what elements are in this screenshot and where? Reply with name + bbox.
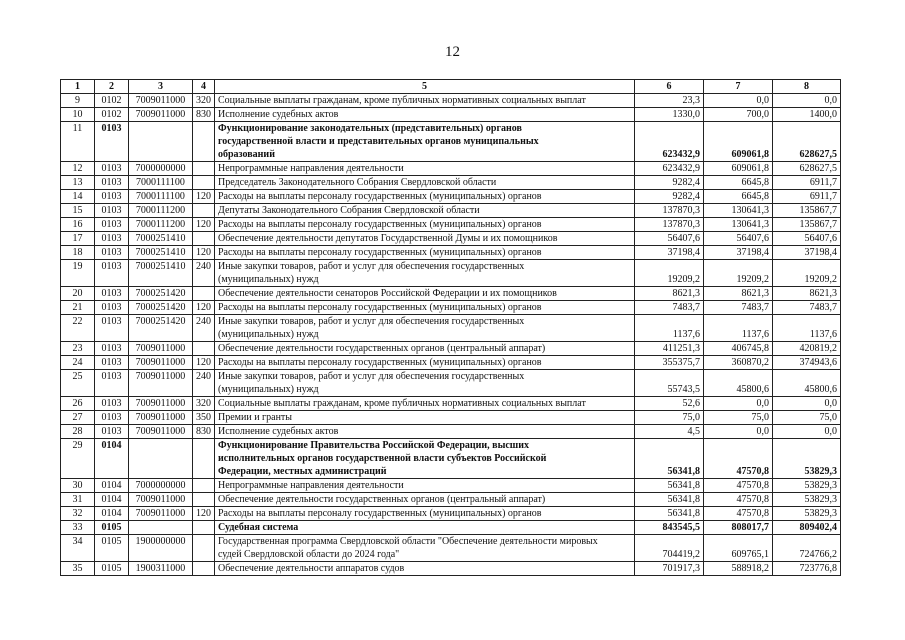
table-row bbox=[61, 479, 841, 493]
amount-year1-cell: 55743,5 bbox=[635, 370, 704, 397]
item-name-line: Социальные выплаты гражданам, кроме публичных нормативных социальных выплат bbox=[218, 398, 586, 409]
section-code-cell: 0103 bbox=[95, 218, 129, 232]
expense-type-cell bbox=[193, 535, 215, 562]
amount-year3-cell: 374943,6 bbox=[773, 356, 841, 370]
amount-year3-cell: 45800,6 bbox=[773, 370, 841, 397]
expense-type-cell: 240 bbox=[193, 260, 215, 287]
expense-type-cell: 120 bbox=[193, 218, 215, 232]
item-name-cell bbox=[215, 507, 635, 521]
item-name-line: Иные закупки товаров, работ и услуг для обеспечения государственных bbox=[218, 316, 525, 327]
amount-year1-cell: 9282,4 bbox=[635, 190, 704, 204]
amount-year3-cell: 53829,3 bbox=[773, 479, 841, 493]
section-code-cell: 0104 bbox=[95, 507, 129, 521]
section-code-cell: 0103 bbox=[95, 260, 129, 287]
table-row bbox=[61, 370, 841, 397]
expense-type-cell: 120 bbox=[193, 507, 215, 521]
header-cell: 3 bbox=[129, 80, 193, 94]
target-article-cell: 7000251410 bbox=[129, 246, 193, 260]
amount-year3-cell: 7483,7 bbox=[773, 301, 841, 315]
section-code-cell: 0105 bbox=[95, 562, 129, 576]
amount-year3-cell: 0,0 bbox=[773, 94, 841, 108]
amount-year2-cell: 37198,4 bbox=[704, 246, 773, 260]
amount-year1-cell: 56341,8 bbox=[635, 493, 704, 507]
item-name-line: государственной власти и представительных органов муниципальных bbox=[218, 136, 539, 147]
row-number-cell: 19 bbox=[61, 260, 95, 287]
item-name-line: Федерации, местных администраций bbox=[218, 466, 387, 477]
expense-type-cell bbox=[193, 521, 215, 535]
table-header-row bbox=[61, 80, 841, 94]
amount-year2-cell: 0,0 bbox=[704, 397, 773, 411]
item-name-line: образований bbox=[218, 149, 275, 160]
target-article-cell: 7000111100 bbox=[129, 190, 193, 204]
section-code-cell: 0103 bbox=[95, 162, 129, 176]
budget-table bbox=[60, 79, 841, 576]
expense-type-cell: 120 bbox=[193, 356, 215, 370]
amount-year3-cell: 809402,4 bbox=[773, 521, 841, 535]
header-cell: 8 bbox=[773, 80, 841, 94]
section-code-cell: 0103 bbox=[95, 370, 129, 397]
amount-year2-cell: 0,0 bbox=[704, 94, 773, 108]
item-name-line: Премии и гранты bbox=[218, 412, 293, 423]
item-name-line: Обеспечение деятельности государственных органов (центральный аппарат) bbox=[218, 494, 546, 505]
amount-year1-cell: 411251,3 bbox=[635, 342, 704, 356]
item-name-cell bbox=[215, 260, 635, 287]
amount-year1-cell: 56341,8 bbox=[635, 439, 704, 479]
table-row bbox=[61, 108, 841, 122]
item-name-cell bbox=[215, 315, 635, 342]
amount-year2-cell: 130641,3 bbox=[704, 218, 773, 232]
row-number-cell: 28 bbox=[61, 425, 95, 439]
header-cell: 1 bbox=[61, 80, 95, 94]
table-row bbox=[61, 315, 841, 342]
amount-year3-cell: 420819,2 bbox=[773, 342, 841, 356]
row-number-cell: 30 bbox=[61, 479, 95, 493]
table-row bbox=[61, 535, 841, 562]
expense-type-cell: 240 bbox=[193, 315, 215, 342]
item-name-line: Непрограммные направления деятельности bbox=[218, 163, 404, 174]
item-name-line: Непрограммные направления деятельности bbox=[218, 480, 404, 491]
amount-year2-cell: 808017,7 bbox=[704, 521, 773, 535]
expense-type-cell bbox=[193, 176, 215, 190]
table-row bbox=[61, 218, 841, 232]
item-name-cell bbox=[215, 232, 635, 246]
expense-type-cell: 120 bbox=[193, 246, 215, 260]
row-number-cell: 27 bbox=[61, 411, 95, 425]
expense-type-cell bbox=[193, 342, 215, 356]
item-name-line: Расходы на выплаты персоналу государственных (муниципальных) органов bbox=[218, 357, 542, 368]
amount-year2-cell: 130641,3 bbox=[704, 204, 773, 218]
section-code-cell: 0104 bbox=[95, 479, 129, 493]
row-number-cell: 15 bbox=[61, 204, 95, 218]
expense-type-cell bbox=[193, 122, 215, 162]
section-code-cell: 0103 bbox=[95, 246, 129, 260]
target-article-cell: 7000251420 bbox=[129, 287, 193, 301]
item-name-cell bbox=[215, 356, 635, 370]
row-number-cell: 13 bbox=[61, 176, 95, 190]
item-name-line: Функционирование Правительства Российской Федерации, высших bbox=[218, 440, 530, 451]
table-row bbox=[61, 162, 841, 176]
target-article-cell: 1900311000 bbox=[129, 562, 193, 576]
table-row bbox=[61, 562, 841, 576]
row-number-cell: 21 bbox=[61, 301, 95, 315]
row-number-cell: 25 bbox=[61, 370, 95, 397]
target-article-cell: 7000111100 bbox=[129, 176, 193, 190]
amount-year3-cell: 135867,7 bbox=[773, 204, 841, 218]
header-cell: 2 bbox=[95, 80, 129, 94]
target-article-cell bbox=[129, 439, 193, 479]
item-name-line: Исполнение судебных актов bbox=[218, 426, 339, 437]
amount-year2-cell: 47570,8 bbox=[704, 507, 773, 521]
item-name-line: Иные закупки товаров, работ и услуг для обеспечения государственных bbox=[218, 371, 525, 382]
target-article-cell: 7000251410 bbox=[129, 232, 193, 246]
target-article-cell: 7009011000 bbox=[129, 356, 193, 370]
item-name-cell bbox=[215, 535, 635, 562]
section-code-cell: 0103 bbox=[95, 411, 129, 425]
row-number-cell: 34 bbox=[61, 535, 95, 562]
amount-year2-cell: 8621,3 bbox=[704, 287, 773, 301]
section-code-cell: 0103 bbox=[95, 301, 129, 315]
target-article-cell: 7009011000 bbox=[129, 342, 193, 356]
section-code-cell: 0104 bbox=[95, 493, 129, 507]
target-article-cell bbox=[129, 122, 193, 162]
target-article-cell: 7000000000 bbox=[129, 162, 193, 176]
amount-year3-cell: 135867,7 bbox=[773, 218, 841, 232]
expense-type-cell bbox=[193, 479, 215, 493]
item-name-line: Обеспечение деятельности депутатов Государственной Думы и их помощников bbox=[218, 233, 558, 244]
item-name-line: Исполнение судебных актов bbox=[218, 109, 339, 120]
section-code-cell: 0103 bbox=[95, 397, 129, 411]
amount-year3-cell: 19209,2 bbox=[773, 260, 841, 287]
item-name-line: судей Свердловской области до 2024 года" bbox=[218, 549, 400, 560]
item-name-cell bbox=[215, 301, 635, 315]
row-number-cell: 17 bbox=[61, 232, 95, 246]
item-name-cell bbox=[215, 190, 635, 204]
item-name-cell bbox=[215, 425, 635, 439]
amount-year1-cell: 137870,3 bbox=[635, 218, 704, 232]
amount-year3-cell: 75,0 bbox=[773, 411, 841, 425]
amount-year1-cell: 4,5 bbox=[635, 425, 704, 439]
amount-year2-cell: 609765,1 bbox=[704, 535, 773, 562]
expense-type-cell: 120 bbox=[193, 190, 215, 204]
table-row bbox=[61, 204, 841, 218]
target-article-cell: 7009011000 bbox=[129, 397, 193, 411]
item-name-cell bbox=[215, 562, 635, 576]
amount-year3-cell: 723776,8 bbox=[773, 562, 841, 576]
target-article-cell: 7000111200 bbox=[129, 218, 193, 232]
item-name-cell bbox=[215, 122, 635, 162]
item-name-line: Обеспечение деятельности аппаратов судов bbox=[218, 563, 405, 574]
item-name-cell bbox=[215, 479, 635, 493]
table-row bbox=[61, 260, 841, 287]
expense-type-cell: 350 bbox=[193, 411, 215, 425]
amount-year2-cell: 609061,8 bbox=[704, 162, 773, 176]
row-number-cell: 29 bbox=[61, 439, 95, 479]
section-code-cell: 0103 bbox=[95, 356, 129, 370]
table-row bbox=[61, 342, 841, 356]
expense-type-cell bbox=[193, 287, 215, 301]
amount-year3-cell: 53829,3 bbox=[773, 439, 841, 479]
amount-year3-cell: 0,0 bbox=[773, 397, 841, 411]
item-name-line: Расходы на выплаты персоналу государственных (муниципальных) органов bbox=[218, 508, 542, 519]
table-row bbox=[61, 232, 841, 246]
amount-year1-cell: 623432,9 bbox=[635, 122, 704, 162]
row-number-cell: 33 bbox=[61, 521, 95, 535]
item-name-line: Судебная система bbox=[218, 522, 299, 533]
section-code-cell: 0102 bbox=[95, 94, 129, 108]
item-name-cell bbox=[215, 108, 635, 122]
amount-year2-cell: 6645,8 bbox=[704, 176, 773, 190]
row-number-cell: 32 bbox=[61, 507, 95, 521]
target-article-cell: 7000111200 bbox=[129, 204, 193, 218]
item-name-cell bbox=[215, 439, 635, 479]
row-number-cell: 22 bbox=[61, 315, 95, 342]
amount-year3-cell: 53829,3 bbox=[773, 493, 841, 507]
expense-type-cell bbox=[193, 562, 215, 576]
target-article-cell: 7000251410 bbox=[129, 260, 193, 287]
row-number-cell: 35 bbox=[61, 562, 95, 576]
item-name-line: (муниципальных) нужд bbox=[218, 274, 319, 285]
row-number-cell: 11 bbox=[61, 122, 95, 162]
item-name-line: Расходы на выплаты персоналу государственных (муниципальных) органов bbox=[218, 247, 542, 258]
table-row bbox=[61, 246, 841, 260]
amount-year2-cell: 588918,2 bbox=[704, 562, 773, 576]
amount-year3-cell: 628627,5 bbox=[773, 122, 841, 162]
amount-year1-cell: 56407,6 bbox=[635, 232, 704, 246]
item-name-line: Обеспечение деятельности государственных органов (центральный аппарат) bbox=[218, 343, 546, 354]
section-code-cell: 0103 bbox=[95, 315, 129, 342]
amount-year2-cell: 75,0 bbox=[704, 411, 773, 425]
amount-year2-cell: 45800,6 bbox=[704, 370, 773, 397]
table-row bbox=[61, 301, 841, 315]
amount-year2-cell: 0,0 bbox=[704, 425, 773, 439]
table-row bbox=[61, 425, 841, 439]
target-article-cell: 7009011000 bbox=[129, 370, 193, 397]
table-row bbox=[61, 521, 841, 535]
amount-year3-cell: 1137,6 bbox=[773, 315, 841, 342]
expense-type-cell: 830 bbox=[193, 425, 215, 439]
section-code-cell: 0103 bbox=[95, 190, 129, 204]
amount-year3-cell: 1400,0 bbox=[773, 108, 841, 122]
header-cell: 4 bbox=[193, 80, 215, 94]
item-name-cell bbox=[215, 94, 635, 108]
amount-year1-cell: 137870,3 bbox=[635, 204, 704, 218]
table-row bbox=[61, 356, 841, 370]
amount-year3-cell: 0,0 bbox=[773, 425, 841, 439]
amount-year1-cell: 23,3 bbox=[635, 94, 704, 108]
target-article-cell: 7000000000 bbox=[129, 479, 193, 493]
table-row bbox=[61, 176, 841, 190]
amount-year2-cell: 6645,8 bbox=[704, 190, 773, 204]
amount-year1-cell: 704419,2 bbox=[635, 535, 704, 562]
row-number-cell: 26 bbox=[61, 397, 95, 411]
table-row bbox=[61, 493, 841, 507]
item-name-cell bbox=[215, 176, 635, 190]
item-name-cell bbox=[215, 218, 635, 232]
item-name-line: Функционирование законодательных (представительных) органов bbox=[218, 123, 522, 134]
item-name-cell bbox=[215, 204, 635, 218]
table-row bbox=[61, 287, 841, 301]
table-row bbox=[61, 411, 841, 425]
target-article-cell: 7000251420 bbox=[129, 315, 193, 342]
item-name-line: Расходы на выплаты персоналу государственных (муниципальных) органов bbox=[218, 191, 542, 202]
table-row bbox=[61, 439, 841, 479]
amount-year1-cell: 19209,2 bbox=[635, 260, 704, 287]
section-code-cell: 0103 bbox=[95, 342, 129, 356]
page-number: 12 bbox=[445, 44, 460, 60]
expense-type-cell bbox=[193, 204, 215, 218]
item-name-line: Обеспечение деятельности сенаторов Российской Федерации и их помощников bbox=[218, 288, 557, 299]
amount-year2-cell: 47570,8 bbox=[704, 493, 773, 507]
item-name-line: (муниципальных) нужд bbox=[218, 384, 319, 395]
table-row bbox=[61, 190, 841, 204]
section-code-cell: 0102 bbox=[95, 108, 129, 122]
row-number-cell: 14 bbox=[61, 190, 95, 204]
amount-year1-cell: 701917,3 bbox=[635, 562, 704, 576]
amount-year1-cell: 355375,7 bbox=[635, 356, 704, 370]
amount-year1-cell: 7483,7 bbox=[635, 301, 704, 315]
target-article-cell: 1900000000 bbox=[129, 535, 193, 562]
item-name-cell bbox=[215, 493, 635, 507]
amount-year2-cell: 1137,6 bbox=[704, 315, 773, 342]
amount-year1-cell: 843545,5 bbox=[635, 521, 704, 535]
amount-year1-cell: 75,0 bbox=[635, 411, 704, 425]
amount-year2-cell: 47570,8 bbox=[704, 479, 773, 493]
row-number-cell: 16 bbox=[61, 218, 95, 232]
item-name-line: Социальные выплаты гражданам, кроме публичных нормативных социальных выплат bbox=[218, 95, 586, 106]
amount-year3-cell: 8621,3 bbox=[773, 287, 841, 301]
amount-year2-cell: 56407,6 bbox=[704, 232, 773, 246]
amount-year2-cell: 700,0 bbox=[704, 108, 773, 122]
header-cell: 5 bbox=[215, 80, 635, 94]
amount-year2-cell: 7483,7 bbox=[704, 301, 773, 315]
target-article-cell: 7009011000 bbox=[129, 493, 193, 507]
item-name-cell bbox=[215, 411, 635, 425]
item-name-line: (муниципальных) нужд bbox=[218, 329, 319, 340]
table-row bbox=[61, 507, 841, 521]
row-number-cell: 18 bbox=[61, 246, 95, 260]
expense-type-cell bbox=[193, 232, 215, 246]
expense-type-cell: 240 bbox=[193, 370, 215, 397]
section-code-cell: 0103 bbox=[95, 232, 129, 246]
item-name-cell bbox=[215, 287, 635, 301]
expense-type-cell bbox=[193, 162, 215, 176]
expense-type-cell: 320 bbox=[193, 397, 215, 411]
amount-year3-cell: 6911,7 bbox=[773, 176, 841, 190]
amount-year1-cell: 52,6 bbox=[635, 397, 704, 411]
amount-year1-cell: 56341,8 bbox=[635, 507, 704, 521]
item-name-line: исполнительных органов государственной власти субъектов Российской bbox=[218, 453, 547, 464]
row-number-cell: 31 bbox=[61, 493, 95, 507]
amount-year2-cell: 609061,8 bbox=[704, 122, 773, 162]
target-article-cell: 7009011000 bbox=[129, 507, 193, 521]
amount-year1-cell: 1330,0 bbox=[635, 108, 704, 122]
header-cell: 6 bbox=[635, 80, 704, 94]
amount-year1-cell: 623432,9 bbox=[635, 162, 704, 176]
amount-year1-cell: 56341,8 bbox=[635, 479, 704, 493]
item-name-line: Расходы на выплаты персоналу государственных (муниципальных) органов bbox=[218, 302, 542, 313]
row-number-cell: 20 bbox=[61, 287, 95, 301]
section-code-cell: 0103 bbox=[95, 176, 129, 190]
section-code-cell: 0104 bbox=[95, 439, 129, 479]
amount-year2-cell: 360870,2 bbox=[704, 356, 773, 370]
table-row bbox=[61, 94, 841, 108]
table-row bbox=[61, 122, 841, 162]
amount-year3-cell: 6911,7 bbox=[773, 190, 841, 204]
row-number-cell: 9 bbox=[61, 94, 95, 108]
expense-type-cell bbox=[193, 439, 215, 479]
target-article-cell bbox=[129, 521, 193, 535]
row-number-cell: 10 bbox=[61, 108, 95, 122]
target-article-cell: 7009011000 bbox=[129, 425, 193, 439]
amount-year3-cell: 56407,6 bbox=[773, 232, 841, 246]
expense-type-cell: 120 bbox=[193, 301, 215, 315]
expense-type-cell: 320 bbox=[193, 94, 215, 108]
amount-year2-cell: 406745,8 bbox=[704, 342, 773, 356]
amount-year1-cell: 8621,3 bbox=[635, 287, 704, 301]
item-name-cell bbox=[215, 521, 635, 535]
row-number-cell: 24 bbox=[61, 356, 95, 370]
amount-year3-cell: 37198,4 bbox=[773, 246, 841, 260]
row-number-cell: 23 bbox=[61, 342, 95, 356]
item-name-cell bbox=[215, 342, 635, 356]
amount-year1-cell: 9282,4 bbox=[635, 176, 704, 190]
amount-year3-cell: 628627,5 bbox=[773, 162, 841, 176]
item-name-line: Председатель Законодательного Собрания Свердловской области bbox=[218, 177, 497, 188]
item-name-cell bbox=[215, 246, 635, 260]
item-name-cell bbox=[215, 370, 635, 397]
section-code-cell: 0103 bbox=[95, 204, 129, 218]
amount-year3-cell: 724766,2 bbox=[773, 535, 841, 562]
section-code-cell: 0105 bbox=[95, 535, 129, 562]
item-name-line: Иные закупки товаров, работ и услуг для обеспечения государственных bbox=[218, 261, 525, 272]
table-row bbox=[61, 397, 841, 411]
amount-year1-cell: 1137,6 bbox=[635, 315, 704, 342]
target-article-cell: 7009011000 bbox=[129, 411, 193, 425]
section-code-cell: 0103 bbox=[95, 287, 129, 301]
row-number-cell: 12 bbox=[61, 162, 95, 176]
target-article-cell: 7009011000 bbox=[129, 94, 193, 108]
section-code-cell: 0103 bbox=[95, 425, 129, 439]
amount-year2-cell: 19209,2 bbox=[704, 260, 773, 287]
amount-year3-cell: 53829,3 bbox=[773, 507, 841, 521]
amount-year1-cell: 37198,4 bbox=[635, 246, 704, 260]
item-name-line: Депутаты Законодательного Собрания Свердловской области bbox=[218, 205, 480, 216]
target-article-cell: 7009011000 bbox=[129, 108, 193, 122]
header-cell: 7 bbox=[704, 80, 773, 94]
item-name-cell bbox=[215, 162, 635, 176]
expense-type-cell bbox=[193, 493, 215, 507]
amount-year2-cell: 47570,8 bbox=[704, 439, 773, 479]
section-code-cell: 0105 bbox=[95, 521, 129, 535]
item-name-line: Государственная программа Свердловской области "Обеспечение деятельности мировых bbox=[218, 536, 598, 547]
item-name-line: Расходы на выплаты персоналу государственных (муниципальных) органов bbox=[218, 219, 542, 230]
expense-type-cell: 830 bbox=[193, 108, 215, 122]
target-article-cell: 7000251420 bbox=[129, 301, 193, 315]
item-name-cell bbox=[215, 397, 635, 411]
section-code-cell: 0103 bbox=[95, 122, 129, 162]
